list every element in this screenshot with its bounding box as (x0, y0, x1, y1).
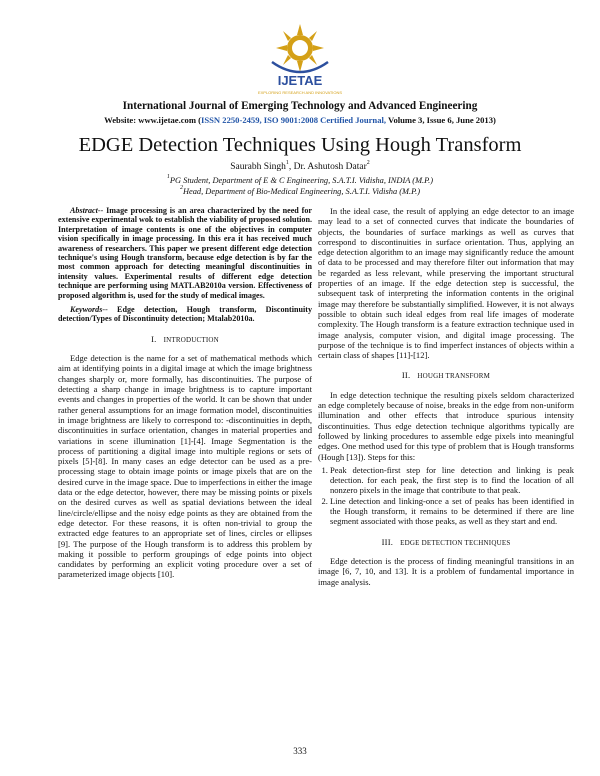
hough-text: In edge detection technique the resulting pixels seldom characterized an edge completely because of noise, breaks in the edge from non-uniform illumination and other effects that introduce spurious intensity discontinuities. Thus edge detection technique algorithms typically are followed by linking procedures to assemble edge pixels into meaningful edges. One method used for this type of problem that is Hough transforms (Hough [13]). Steps for this: (318, 389, 574, 462)
keywords (58, 305, 312, 324)
authors (0, 162, 600, 172)
affil1-sup: 1 (166, 174, 170, 180)
steps-list (318, 465, 574, 527)
section-heading-edge-techniques (318, 537, 574, 548)
sec2-title: HOUGH TRANSFORM (417, 372, 491, 381)
left-column (58, 206, 312, 580)
sec3-title: EDGE DETECTION TECHNIQUES (400, 538, 511, 547)
journal-logo (258, 18, 342, 100)
website-line (0, 115, 600, 125)
sec1-num: I. (151, 333, 157, 344)
page-number: 333 (293, 746, 307, 756)
section-heading-hough (318, 370, 574, 381)
author-sep: , Dr. Ashutosh Datar (288, 162, 367, 172)
issn-link[interactable]: ISSN 2250-2459, ISO 9001:2008 Certified Journal, (201, 115, 387, 125)
logo-tagline: EXPLORING RESEARCH AND INNOVATIONS (258, 90, 342, 95)
paper-title: EDGE Detection Techniques Using Hough Transform (78, 134, 522, 156)
affiliation-2 (0, 187, 600, 196)
affil2-sup: 2 (179, 185, 183, 191)
journal-title: International Journal of Emerging Technology and Advanced Engineering (122, 100, 478, 112)
edge-techniques-text: Edge detection is the process of finding meaningful transitions in an image [6, 7, 10, and 13]. It is a problem of fundamental importance in image analysis. (318, 555, 574, 587)
introduction-text: Edge detection is the name for a set of mathematical methods which aim at identifying points in a digital image at which the image brightness changes sharply or, more formally, has discontinuities. The purpose of detecting a sharp change in image brightness is to capture important events and changes in properties of the world. It can be shown that under rather general assumptions for an image formation model, discontinuities in image brightness are likely to correspond to: -discontinuities in depth, discontinuities in surface orientation, changes in material properties and variations in scene illumination [1]-[4]. Image Segmentation is the process of partitioning a digital image into multiple regions or sets of pixels [5]-[8]. In many cases an edge detector can be used as a pre-processing stage to obtain image points or image pixels that are on the desired curve in the image space. Due to imperfections in either the image data or the edge detector, however, there may be missing points or pixels on the desired curves as well as spatial deviations between the ideal line/circle/ellipse and the noisy edge points as they are obtained from the edge detector. For these reasons, it is often non-trivial to group the extracted edge features to an appropriate set of lines, circles or ellipses [9]. The purpose of the Hough transform is to address this problem by making it possible to perform groupings of edge points into object candidates by performing an explicit voting procedure over a set of parameterized image objects [10]. (58, 353, 312, 580)
website-prefix: Website: www.ijetae.com ( (104, 115, 202, 125)
list-item: 1. Peak detection-first step for line detection and linking is peak detection. for each peak, the first step is to find the location of all nonzero pixels in the image that contribute to that peak. (330, 465, 574, 496)
author1-sup: 1 (285, 160, 289, 166)
website-suffix: Volume 3, Issue 6, June 2013) (386, 115, 496, 125)
keywords-text: Edge detection, Hough transform, Discontinuity detection/Types of Discontinuity detection; Mtalab2010a. (58, 305, 312, 324)
sec1-title: INTRODUCTION (163, 335, 219, 344)
logo-text: IJETAE (277, 73, 323, 88)
abstract (58, 206, 312, 300)
affil2-text: Head, Department of Bio-Medical Engineering, S.A.T.I. Vidisha (M.P.) (182, 187, 420, 196)
author1: Saurabh Singh (230, 162, 286, 172)
sec2-num: II. (401, 370, 411, 381)
list-item: 2. Line detection and linking-once a set of peaks has been identified in the Hough transform, it remains to be determined if there are line segment associated with those peaks, as well as they start and end. (330, 496, 574, 527)
author2-sup: 2 (366, 160, 370, 166)
sec3-num: III. (381, 536, 394, 547)
right-column (318, 206, 574, 587)
section-heading-introduction (58, 334, 312, 345)
keywords-label: Keywords-- (70, 305, 108, 315)
abstract-label: Abstract-- (70, 206, 104, 215)
intro-continued-text: In the ideal case, the result of applying an edge detector to an image may lead to a set of connected curves that indicate the boundaries of objects, the boundaries of surface markings as well as curves that correspond to discontinuities in surface orientation. Thus, applying an edge detection algorithm to an image may significantly reduce the amount of data to be processed and may therefore filter out information that may be regarded as less relevant, while preserving the important structural properties of an image. If the edge detection step is successful, the subsequent task of interpreting the information contents in the original image may therefore be substantially simplified. However, it is not always possible to obtain such ideal edges from real life images of moderate complexity. The Hough transform is a feature extraction technique used in image analysis, computer vision, and digital image processing. The purpose of the technique is to find imperfect instances of objects within a certain class of shapes [11]-[12]. (318, 206, 574, 361)
affiliation-1 (0, 176, 600, 185)
abstract-text: Image processing is an area characterized by the need for extensive experimental wok to establish the viability of proposed solution. Interpretation of image contents is one of the objectives in computer vision specifically in image processing. In this era it has received much awareness of researchers. This paper we present different edge detection technique's using Hough transform, because edge detection is by far the most common approach for detecting meaningful discontinuities in intensity values. Experimental results of different edge detection technique are performing using MATLAB2010a version. Effectiveness of proposed algorithm is, used for the study of medical images. (58, 206, 312, 300)
affil1-text: PG Student, Department of E & C Engineering, S.A.T.I. Vidisha, INDIA (M.P.) (169, 176, 434, 185)
